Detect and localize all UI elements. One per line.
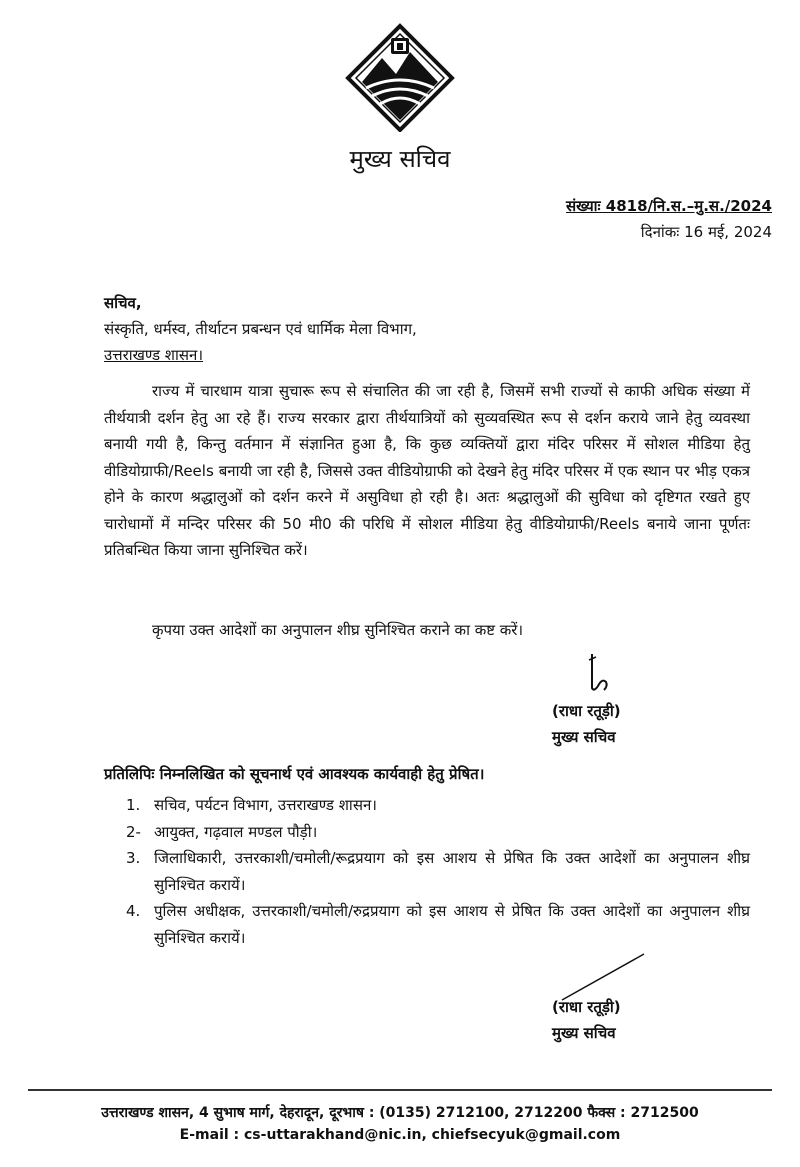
copy-to-heading: प्रतिलिपिः निम्नलिखित को सूचनार्थ एवं आवश्यक कार्यवाही हेतु प्रेषित। bbox=[104, 765, 485, 783]
signatory-designation: मुख्य सचिव bbox=[552, 1024, 616, 1042]
list-item-number: 1. bbox=[126, 796, 141, 814]
copy-to-list bbox=[126, 792, 750, 951]
list-item bbox=[126, 845, 750, 898]
footer-address: उत्तराखण्ड शासन, 4 सुभाष मार्ग, देहरादून, दूरभाष : (0135) 2712100, 2712200 फैक्स : 2712500 bbox=[101, 1105, 699, 1121]
addressee-block bbox=[104, 290, 417, 368]
list-item bbox=[126, 819, 750, 846]
signature-block bbox=[552, 698, 621, 750]
reference-block bbox=[566, 196, 772, 242]
reference-date: दिनांकः 16 मई, 2024 bbox=[640, 223, 772, 241]
list-item-text: सचिव, पर्यटन विभाग, उत्तराखण्ड शासन। bbox=[154, 796, 377, 814]
list-item-text: जिलाधिकारी, उत्तरकाशी/चमोली/रूद्रप्रयाग को इस आशय से प्रेषित कि उक्त आदेशों का अनुपालन शीघ्र सुनिश्चित करायें। bbox=[154, 849, 750, 894]
footer bbox=[0, 1102, 800, 1146]
signatory-name: (राधा रतूड़ी) bbox=[552, 702, 621, 720]
office-title: मुख्य सचिव bbox=[349, 145, 451, 173]
footer-divider bbox=[28, 1089, 772, 1091]
signature-mark-icon bbox=[586, 652, 612, 694]
list-item-number: 2- bbox=[126, 822, 141, 841]
addressee-government: उत्तराखण्ड शासन। bbox=[104, 346, 204, 364]
list-item-text: पुलिस अधीक्षक, उत्तरकाशी/चमोली/रुद्रप्रयाग को इस आशय से प्रेषित कि उक्त आदेशों का अनुपालन शीघ्र सुनिश्चित करायें। bbox=[154, 902, 750, 947]
list-item-text: आयुक्त, गढ़वाल मण्डल पौड़ी। bbox=[154, 822, 318, 841]
list-item bbox=[126, 898, 750, 951]
request-line: कृपया उक्त आदेशों का अनुपालन शीघ्र सुनिश्चित कराने का कष्ट करें। bbox=[152, 621, 524, 639]
body-paragraph: राज्य में चारधाम यात्रा सुचारू रूप से संचालित की जा रही है, जिसमें सभी राज्यों से काफी अधिक संख्या में तीर्थयात्री दर्शन हेतु आ रहे हैं। राज्य सरकार द्वारा तीर्थयात्रियों को सुव्यवस्थित रूप से दर्शन कराये जाने हेतु व्यवस्था बनायी गयी है, किन्तु वर्तमान में संज्ञानित हुआ है, कि कुछ व्यक्तियों द्वारा मंदिर परिसर में सोशल मीडिया हेतु वीडियोग्राफी/Reels बनायी जा रही है, जिससे उक्त वीडियोग्राफी को देखने हेतु मंदिर परिसर में एक स्थान पर भीड़ एकत्र होने के कारण श्रद्धालुओं को दर्शन करने में असुविधा हो रही है। अतः श्रद्धालुओं की सुविधा को दृष्टिगत रखते हुए चारोधामों में मन्दिर परिसर की 50 मी0 की परिधि में सोशल मीडिया हेतु वीडियोग्राफी/Reels बनाये जाना पूर्णतः प्रतिबन्धित किया जाना सुनिश्चित करें। bbox=[104, 382, 750, 559]
addressee-to: सचिव, bbox=[104, 294, 142, 312]
uttarakhand-government-emblem-icon bbox=[340, 22, 460, 132]
footer-email: E-mail : cs-uttarakhand@nic.in, chiefsecyuk@gmail.com bbox=[179, 1127, 621, 1143]
list-item bbox=[126, 792, 750, 819]
reference-number: संख्याः 4818/नि.स.–मु.स./2024 bbox=[566, 197, 772, 215]
signatory-name: (राधा रतूड़ी) bbox=[552, 998, 621, 1016]
list-item-number: 4. bbox=[126, 902, 141, 920]
signature-block-copy bbox=[552, 994, 621, 1046]
signatory-designation: मुख्य सचिव bbox=[552, 728, 616, 746]
addressee-department: संस्कृति, धर्मस्व, तीर्थाटन प्रबन्धन एवं धार्मिक मेला विभाग, bbox=[104, 320, 417, 338]
list-item-number: 3. bbox=[126, 849, 141, 867]
